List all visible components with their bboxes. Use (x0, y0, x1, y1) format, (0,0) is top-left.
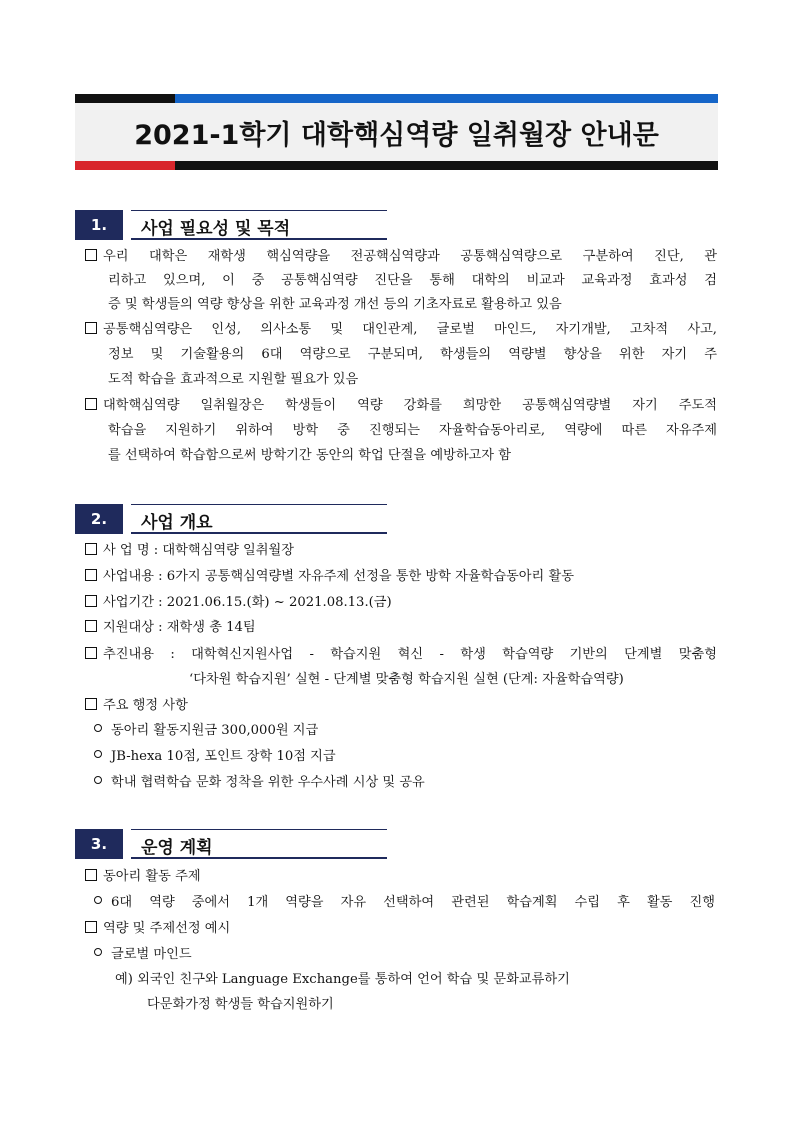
section-1-line-4: 공통핵심역량은 인성, 의사소통 및 대인관계, 글로벌 마인드, 자기개발, 고차적 사고, (85, 321, 717, 339)
section-2-line-10: 학내 협력학습 문화 정착을 위한 우수사례 시상 및 공유 (90, 774, 425, 792)
section-3-title: 운영 계획 (141, 838, 213, 858)
bullet-circle-icon (94, 750, 102, 758)
section-2-number: 2. (75, 504, 123, 534)
section-2-line-2: 사업내용 : 6가지 공통핵심역량별 자유주제 선정을 통한 방학 자율학습동아리 활동 (85, 568, 574, 586)
section-2-line-7: 주요 행정 사항 (85, 697, 188, 715)
section-1-header (75, 210, 387, 242)
checkbox-icon (85, 543, 97, 555)
section-1-title: 사업 필요성 및 목적 (141, 219, 291, 239)
section-3-line-1: 동아리 활동 주제 (85, 868, 201, 886)
bullet-circle-icon (94, 776, 102, 784)
section-2-line-5: 추진내용 : 대학혁신지원사업 - 학습지원 혁신 - 학생 학습역량 기반의 단계별 맞춤형 (85, 646, 717, 664)
checkbox-icon (85, 322, 97, 334)
section-1-line-1: 우리 대학은 재학생 핵심역량을 전공핵심역량과 공통핵심역량으로 구분하여 진단, 관 (85, 248, 717, 266)
section-1-line-5: 정보 및 기술활용의 6대 역량으로 구분되며, 학생들의 역량별 향상을 위한 자기 주 (108, 347, 717, 362)
section-3-line-6: 다문화가정 학생들 학습지원하기 (147, 997, 334, 1012)
checkbox-icon (85, 595, 97, 607)
section-2-title: 사업 개요 (141, 513, 213, 533)
checkbox-icon (85, 698, 97, 710)
section-3-number: 3. (75, 829, 123, 859)
section-1-line-2: 리하고 있으며, 이 중 공통핵심역량 진단을 통해 대학의 비교과 교육과정 효과성 검 (108, 273, 717, 288)
checkbox-icon (85, 647, 97, 659)
bullet-circle-icon (94, 948, 102, 956)
title-banner (75, 94, 718, 178)
section-2-header (75, 504, 387, 536)
section-2-line-1: 사 업 명 : 대학핵심역량 일취월장 (85, 542, 294, 560)
section-2-title-box (131, 504, 387, 534)
section-3-title-box (131, 829, 387, 859)
section-2-line-3: 사업기간 : 2021.06.15.(화) ~ 2021.08.13.(금) (85, 594, 392, 612)
section-1-title-box (131, 210, 387, 240)
section-3-line-2: 6대 역량 중에서 1개 역량을 자유 선택하여 관련된 학습계획 수립 후 활동 진행 (90, 894, 715, 912)
section-2-line-9: JB-hexa 10점, 포인트 장학 10점 지급 (90, 748, 336, 766)
section-1-line-9: 를 선택하여 학습함으로써 방학기간 동안의 학업 단절을 예방하고자 함 (108, 448, 511, 463)
section-2-line-8: 동아리 활동지원금 300,000원 지급 (90, 722, 318, 740)
section-3-header (75, 829, 387, 861)
section-2-line-6: ‘다차원 학습지원’ 실현 - 단계별 맞춤형 학습지원 실현 (단계: 자율학습역량) (189, 672, 624, 687)
title-top-bar (75, 94, 718, 103)
section-3-line-4: 글로벌 마인드 (90, 946, 192, 964)
section-1-line-7: 대학핵심역량 일취월장은 학생들이 역량 강화를 희망한 공통핵심역량별 자기 주도적 (85, 397, 717, 415)
section-3-line-5: 예) 외국인 친구와 Language Exchange를 통하여 언어 학습 및 문화교류하기 (115, 972, 570, 987)
section-1-number: 1. (75, 210, 123, 240)
checkbox-icon (85, 869, 97, 881)
checkbox-icon (85, 249, 97, 261)
bullet-circle-icon (94, 896, 102, 904)
bullet-circle-icon (94, 724, 102, 732)
section-1-line-6: 도적 학습을 효과적으로 지원할 필요가 있음 (108, 372, 359, 387)
title-box (75, 103, 718, 161)
checkbox-icon (85, 921, 97, 933)
checkbox-icon (85, 569, 97, 581)
title-bottom-bar (75, 161, 718, 170)
document-title: 2021-1학기 대학핵심역량 일취월장 안내문 (134, 119, 659, 151)
section-1-line-3: 증 및 학생들의 역량 향상을 위한 교육과정 개선 등의 기초자료로 활용하고 있음 (108, 297, 562, 312)
section-3-line-3: 역량 및 주제선정 예시 (85, 920, 230, 938)
checkbox-icon (85, 620, 97, 632)
section-2-line-4: 지원대상 : 재학생 총 14팀 (85, 619, 256, 637)
checkbox-icon (85, 398, 97, 410)
section-1-line-8: 학습을 지원하기 위하여 방학 중 진행되는 자율학습동아리로, 역량에 따른 자유주제 (108, 423, 717, 438)
